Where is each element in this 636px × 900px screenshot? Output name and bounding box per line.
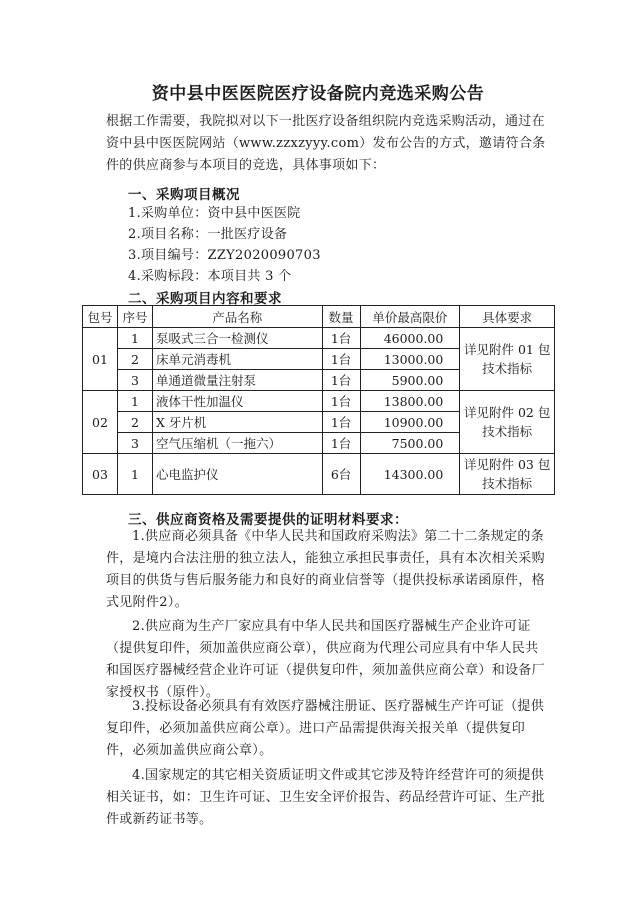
overview-item: 3.项目编号：ZZY2020090703 (128, 248, 321, 263)
procurement-table (82, 305, 555, 495)
table-header-row (83, 306, 555, 328)
requirement-paragraph: 2.供应商为生产厂家应具有中华人民共和国医疗器械生产企业许可证（提供复印件，须加盖供应商公章），供应商为代理公司应具有中华人民共和国医疗器械经营企业许可证（提供复印件，须加盖供应商公章）和设备厂家授权书（原件）。 (106, 619, 545, 700)
price-cell: 14300.00 (360, 454, 460, 495)
no-cell: 3 (117, 433, 152, 454)
requirement-paragraph: 3.投标设备必须具有有效医疗器械注册证、医疗器械生产许可证（提供复印件，必须加盖供应商公章）。进口产品需提供海关报关单（提供复印件，必须加盖供应商公章）。 (106, 699, 545, 758)
product-name-cell: 单通道微量注射泵 (152, 370, 322, 391)
no-cell: 3 (117, 370, 152, 391)
package-cell: 01 (83, 328, 118, 391)
qty-cell: 1台 (322, 349, 360, 370)
overview-item: 1.采购单位：资中县中医医院 (128, 206, 301, 221)
price-cell: 13800.00 (360, 391, 460, 412)
product-name-cell: 床单元消毒机 (152, 349, 322, 370)
overview-item: 2.项目名称：一批医疗设备 (128, 227, 288, 242)
requirement-cell: 详见附件 02 包技术指标 (460, 391, 555, 454)
qty-cell: 1台 (322, 370, 360, 391)
product-name-cell: X 牙片机 (152, 412, 322, 433)
column-header-product: 产品名称 (152, 306, 322, 328)
price-cell: 13000.00 (360, 349, 460, 370)
package-cell: 03 (83, 454, 118, 495)
column-header-qty: 数量 (322, 306, 360, 328)
no-cell: 1 (117, 391, 152, 412)
qty-cell: 1台 (322, 328, 360, 349)
table-row (83, 391, 555, 412)
product-name-cell: 液体干性加温仪 (152, 391, 322, 412)
requirement-cell: 详见附件 01 包技术指标 (460, 328, 555, 391)
section1-heading: 一、采购项目概况 (128, 187, 240, 203)
section2-heading: 二、采购项目内容和要求 (128, 291, 282, 307)
price-cell: 5900.00 (360, 370, 460, 391)
qty-cell: 1台 (322, 412, 360, 433)
requirement-paragraph: 4.国家规定的其它相关资质证明文件或其它涉及特许经营许可的须提供相关证书，如：卫生许可证、卫生安全评价报告、药品经营许可证、生产批件或新药证书等。 (106, 768, 545, 827)
product-name-cell: 心电监护仪 (152, 454, 322, 495)
intro-paragraph: 根据工作需要，我院拟对以下一批医疗设备组织院内竞选采购活动，通过在资中县中医医院网站（www.zzxzyyy.com）发布公告的方式，邀请符合条件的供应商参与本项目的竞选，具体事项如下： (106, 114, 546, 173)
price-cell: 46000.00 (360, 328, 460, 349)
qty-cell: 6台 (322, 454, 360, 495)
price-cell: 7500.00 (360, 433, 460, 454)
no-cell: 1 (117, 454, 152, 495)
page-title: 资中县中医医院医疗设备院内竞选采购公告 (151, 84, 485, 104)
requirement-paragraph: 1.供应商必须具备《中华人民共和国政府采购法》第二十二条规定的条件，是境内合法注册的独立法人，能独立承担民事责任，具有本次相关采购项目的供货与售后服务能力和良好的商业信誉等（提供投标承诺函原件，格式见附件2）。 (106, 529, 545, 610)
package-cell: 02 (83, 391, 118, 454)
no-cell: 1 (117, 328, 152, 349)
column-header-package: 包号 (83, 306, 118, 328)
qty-cell: 1台 (322, 433, 360, 454)
table-row (83, 454, 555, 495)
column-header-requirement: 具体要求 (460, 306, 555, 328)
column-header-price: 单价最高限价 (360, 306, 460, 328)
column-header-no: 序号 (117, 306, 152, 328)
table-row (83, 328, 555, 349)
no-cell: 2 (117, 349, 152, 370)
product-name-cell: 泵吸式三合一检测仪 (152, 328, 322, 349)
qty-cell: 1台 (322, 391, 360, 412)
requirement-cell: 详见附件 03 包技术指标 (460, 454, 555, 495)
overview-item: 4.采购标段：本项目共 3 个 (128, 269, 292, 284)
no-cell: 2 (117, 412, 152, 433)
section3-heading: 三、供应商资格及需要提供的证明材料要求： (128, 512, 408, 528)
price-cell: 10900.00 (360, 412, 460, 433)
product-name-cell: 空气压缩机（一拖六） (152, 433, 322, 454)
